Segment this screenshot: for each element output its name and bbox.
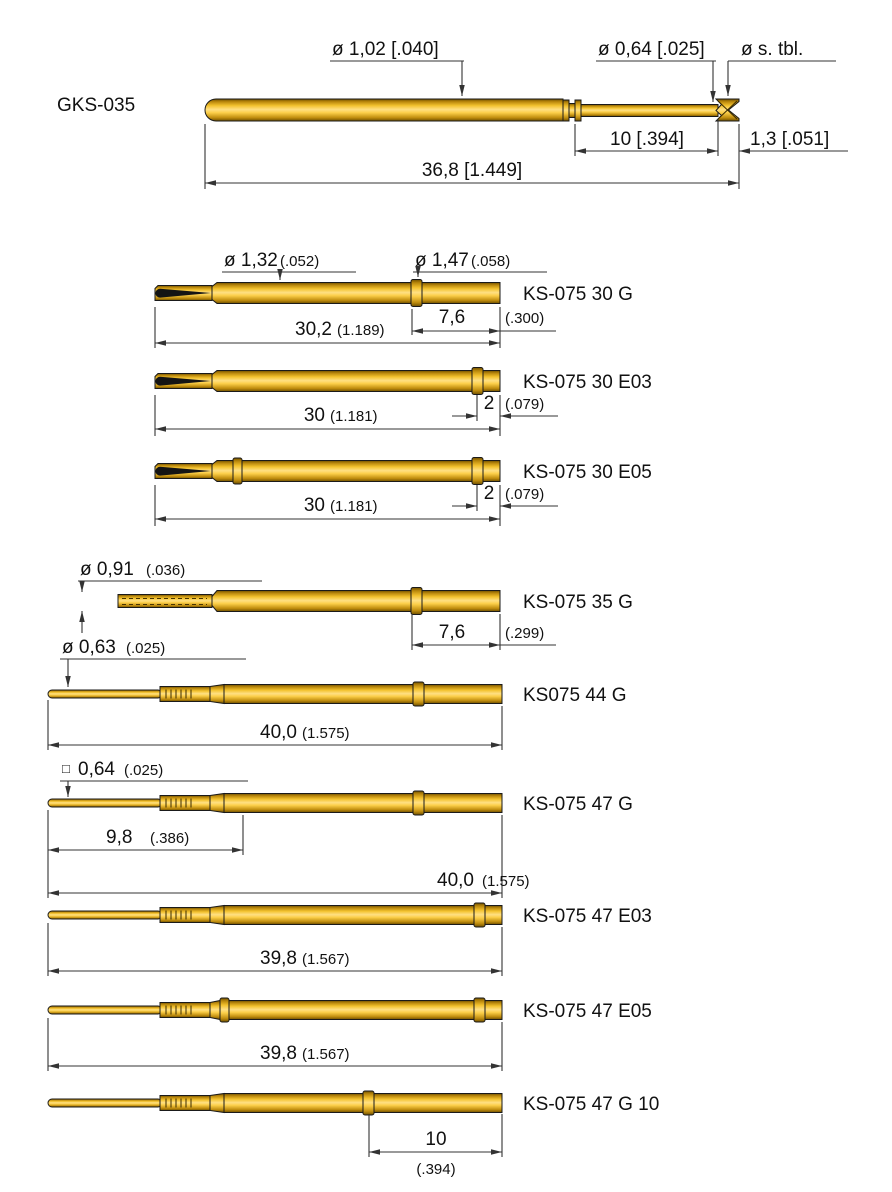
probe-barrel bbox=[224, 685, 502, 704]
knurl-section bbox=[160, 796, 210, 811]
probe-label: GKS-035 bbox=[57, 95, 136, 116]
receptacle-ks-075-30-e03 bbox=[155, 368, 652, 395]
crimp-groove bbox=[569, 104, 575, 118]
collar-ring bbox=[472, 458, 483, 485]
shoulder-taper bbox=[210, 794, 224, 813]
dim-dia-plunger: ø 0,64 [.025] bbox=[598, 39, 705, 60]
receptacle-barrel bbox=[212, 461, 500, 482]
dim-dia-body: ø 1,32 bbox=[224, 250, 278, 271]
knurl-section bbox=[160, 687, 210, 702]
probe-ks-075-47-g-10 bbox=[48, 1091, 659, 1115]
dim-total-inch: (1.567) bbox=[302, 951, 350, 968]
dims-ks-075-47-g bbox=[48, 759, 530, 898]
dim-total: 39,8 bbox=[260, 948, 297, 969]
dim-total-inch: (1.181) bbox=[330, 498, 378, 515]
tip-wire bbox=[48, 911, 162, 919]
receptacle-ks-075-30-g bbox=[155, 280, 633, 307]
dim-dia-tip-inch: (.025) bbox=[124, 762, 164, 779]
dims-ks-075-30-e03 bbox=[155, 393, 558, 436]
dim-dia-tip: ø 0,91 bbox=[80, 559, 134, 580]
dim-dia-barrel: ø 1,02 [.040] bbox=[332, 39, 439, 60]
dim-seg-inch: (.394) bbox=[416, 1161, 456, 1178]
receptacle-label: KS-075 30 E03 bbox=[523, 372, 652, 393]
collar-ring bbox=[472, 368, 483, 395]
probe-barrel bbox=[205, 99, 563, 121]
collar-ring bbox=[474, 998, 485, 1022]
front-collar-ring bbox=[233, 458, 242, 484]
thin-tube bbox=[118, 595, 212, 608]
collar-ring bbox=[474, 903, 485, 927]
tip-wire bbox=[48, 1099, 162, 1107]
receptacle-barrel bbox=[212, 283, 500, 304]
probe-label: KS-075 47 E05 bbox=[523, 1001, 652, 1022]
tip-wire bbox=[48, 690, 162, 698]
dim-dia-collar-inch: (.058) bbox=[471, 253, 511, 270]
dim-seg-inch: (.079) bbox=[505, 396, 545, 413]
shoulder-taper bbox=[210, 1001, 220, 1020]
tip-wire bbox=[48, 799, 162, 807]
dim-len-total: 36,8 [1.449] bbox=[421, 160, 523, 181]
dim-total: 30 bbox=[303, 495, 325, 516]
square-symbol: □ bbox=[62, 761, 70, 776]
dim-seg-inch: (.300) bbox=[505, 310, 545, 327]
knurl-section bbox=[160, 1096, 210, 1111]
dim-total: 39,8 bbox=[260, 1043, 297, 1064]
receptacle-label: KS-075 35 G bbox=[523, 592, 633, 613]
probe-label: KS-075 47 G 10 bbox=[523, 1094, 660, 1115]
probe-gks-035 bbox=[57, 95, 739, 121]
probe-label: KS075 44 G bbox=[523, 685, 627, 706]
dims-ks-075-47-e05 bbox=[48, 1018, 502, 1071]
dim-dia-tip-inch: (.036) bbox=[146, 562, 186, 579]
dim-dia-tip: ø s. tbl. bbox=[741, 39, 804, 60]
dim-seg-inch: (.079) bbox=[505, 486, 545, 503]
dims-ks-075-30-e05 bbox=[155, 483, 558, 526]
dim-total: 40,0 bbox=[437, 870, 474, 891]
probe-plunger bbox=[581, 105, 718, 117]
dim-seg: 7,6 bbox=[438, 622, 466, 643]
receptacle-ks-075-30-e05 bbox=[155, 458, 652, 485]
probe-ks-075-47-e03 bbox=[48, 903, 652, 927]
receptacle-barrel bbox=[212, 371, 500, 392]
collar-ring bbox=[413, 682, 424, 706]
dim-seg: 10 bbox=[425, 1129, 447, 1150]
dim-dia-tip-inch: (.025) bbox=[126, 640, 166, 657]
probe-barrel bbox=[224, 906, 502, 925]
front-collar-ring bbox=[220, 998, 229, 1022]
receptacle-label: KS-075 30 E05 bbox=[523, 462, 652, 483]
probe-ks075-44-g bbox=[48, 682, 627, 706]
dim-seg-inch: (.299) bbox=[505, 625, 545, 642]
probe-label: KS-075 47 G bbox=[523, 794, 633, 815]
receptacle-barrel bbox=[212, 591, 500, 612]
receptacle-ks-075-35-g bbox=[118, 588, 633, 615]
dim-dia-body-inch: (.052) bbox=[280, 253, 320, 270]
dim-len-tip: 1,3 [.051] bbox=[750, 129, 830, 150]
collar-ring bbox=[363, 1091, 374, 1115]
shoulder-taper bbox=[210, 1094, 224, 1113]
dims-ks-075-47-g-10 bbox=[369, 1114, 502, 1178]
dim-total-inch: (1.567) bbox=[302, 1046, 350, 1063]
probe-label: KS-075 47 E03 bbox=[523, 906, 652, 927]
dim-seg: 7,6 bbox=[438, 307, 466, 328]
tip-wire bbox=[48, 1006, 162, 1014]
dim-dia-collar: ø 1,47 bbox=[415, 250, 469, 271]
dim-len-plunger: 10 [.394] bbox=[610, 129, 684, 150]
shoulder-taper bbox=[210, 685, 224, 704]
dim-dia-tip: ø 0,63 bbox=[62, 637, 116, 658]
probe-ks-075-47-g bbox=[48, 791, 633, 815]
dim-seg: 2 bbox=[483, 393, 495, 414]
dim-total: 40,0 bbox=[260, 722, 297, 743]
knurl-section bbox=[160, 1003, 210, 1018]
dim-total: 30 bbox=[303, 405, 325, 426]
dims-ks-075-47-e03 bbox=[48, 923, 502, 976]
collar-ring bbox=[413, 791, 424, 815]
dim-total-inch: (1.575) bbox=[302, 725, 350, 742]
crimp-ring bbox=[575, 100, 581, 121]
crimp-ring bbox=[563, 100, 569, 121]
dim-dia-tip: 0,64 bbox=[78, 759, 115, 780]
knurl-section bbox=[160, 908, 210, 923]
shoulder-taper bbox=[210, 906, 224, 925]
probe-ks-075-47-e05 bbox=[48, 998, 652, 1022]
dim-tip-len-inch: (.386) bbox=[150, 830, 190, 847]
collar-ring bbox=[411, 588, 422, 615]
probe-barrel bbox=[224, 794, 502, 813]
dim-total: 30,2 bbox=[295, 319, 332, 340]
dim-total-inch: (1.189) bbox=[337, 322, 385, 339]
probe-barrel bbox=[229, 1001, 502, 1020]
collar-ring bbox=[411, 280, 422, 307]
dim-seg: 2 bbox=[483, 483, 495, 504]
dim-total-inch: (1.181) bbox=[330, 408, 378, 425]
dim-tip-len: 9,8 bbox=[106, 827, 133, 848]
receptacle-label: KS-075 30 G bbox=[523, 284, 633, 305]
dim-total-inch: (1.575) bbox=[482, 873, 530, 890]
